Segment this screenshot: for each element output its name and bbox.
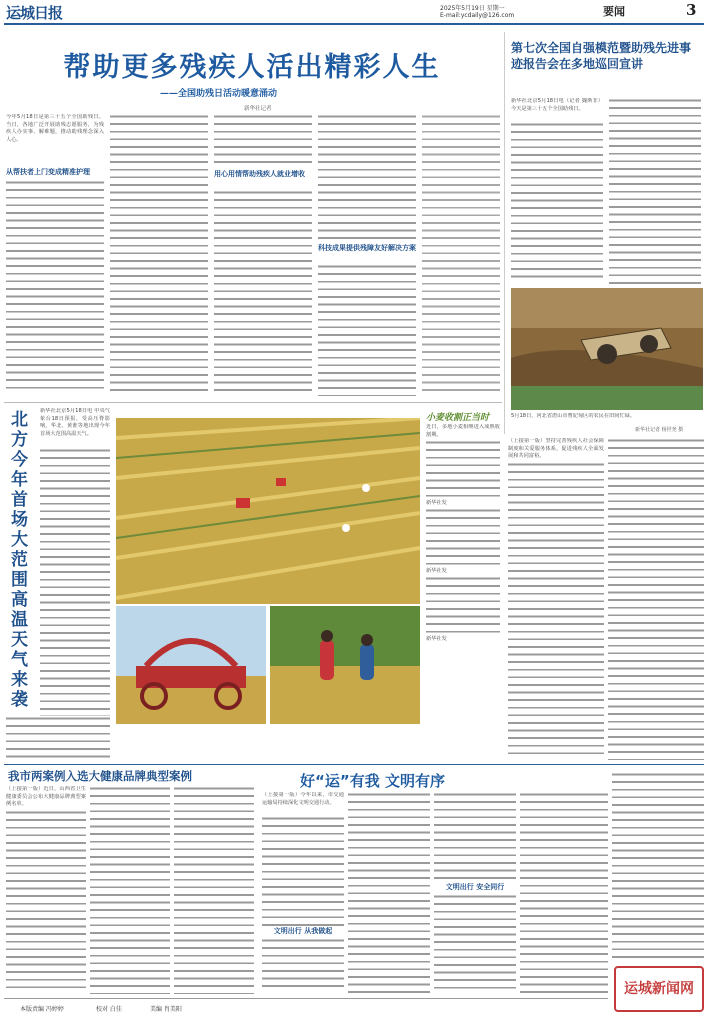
masthead-email: E-mail:ycdaily@126.com <box>440 12 515 19</box>
health-col-1 <box>6 786 86 994</box>
right2-col-2 <box>608 438 704 760</box>
lead-col-1-text <box>6 180 104 390</box>
right2-col-1 <box>508 438 604 760</box>
lead-subtitle: ——全国助残日活动暖意涌动 <box>160 89 278 99</box>
lead-byline: 新华社记者 <box>244 106 272 112</box>
transport-intro: （上接第一版）今年以来，市交通运输局持续深化文明交通行动。 <box>262 792 344 806</box>
lead-col-4 <box>318 114 416 396</box>
transport-col-4 <box>520 792 608 994</box>
right2-intro: （上接第一版）坚持完善残疾人社会保障制度和关爱服务体系，促进残疾人全面发展和共同富裕。 <box>508 438 604 460</box>
transport-col-1 <box>262 792 344 994</box>
transport-h2: 文明出行 安全同行 <box>445 883 505 891</box>
lead-col-3 <box>214 114 312 396</box>
lead-h1: 从帮扶者上门变成精准护理 <box>6 168 90 176</box>
masthead-rule <box>4 23 704 25</box>
transport-col-5 <box>612 772 704 962</box>
transport-title: 好“运”有我 文明有序 <box>300 772 445 790</box>
lead-title: 帮助更多残疾人活出精彩人生 <box>63 52 441 83</box>
parade-col-2 <box>609 98 701 284</box>
wheat-credit-2: 新华社发 <box>426 568 447 574</box>
lead-col-5 <box>422 114 500 396</box>
footer-checker: 校对 白佳 <box>96 1006 122 1013</box>
parade-credit: 新华社记者 杨世尧 摄 <box>635 427 684 433</box>
transport-h1: 文明出行 从我做起 <box>273 927 333 935</box>
heat-title <box>6 410 32 710</box>
watermark <box>614 966 704 1012</box>
parade-caption: 5月18日，河北省唐山市曹妃甸区的农民在田间忙碌。 <box>511 413 636 419</box>
wheat-intro: 近日，多地小麦相继进入成熟收割期。 <box>426 424 500 438</box>
wheat-credit-1: 新华社发 <box>426 500 447 506</box>
transport-col-3 <box>434 792 516 994</box>
wheat-photo-right <box>270 606 420 724</box>
heat-col-1 <box>40 408 110 724</box>
wheat-photo-large <box>116 418 420 604</box>
health-col-2 <box>90 786 170 994</box>
lead-h2: 用心用情帮助残疾人就业增收 <box>214 170 305 178</box>
wheat-text <box>426 424 500 724</box>
masthead-date: 2025年5月19日 星期一 <box>440 5 505 12</box>
wheat-label: 小麦收割正当时 <box>426 413 490 423</box>
page-number: 3 <box>686 1 697 19</box>
health-title: 我市两案例入选大健康品牌典型案例 <box>8 769 192 783</box>
health-intro: （上接第一版）近日，山西省卫生健康委员会公布大健康品牌典型案例名单。 <box>6 786 86 808</box>
heat-title-text: 北方今年首场大范围高温天气来袭 <box>7 410 27 710</box>
heat-intro: 新华社北京5月18日电 中央气象台18日预报，受高压脊影响，华北、黄淮等地出现今年首场大范围高温天气。 <box>40 408 110 437</box>
parade-intro: 新华社北京5月18日电（记者 魏斯非）今天是第三十五个全国助残日。 <box>511 98 603 112</box>
footer-rule <box>4 998 608 999</box>
parade-photo <box>511 288 703 410</box>
mid-rule <box>4 402 502 403</box>
health-col-3 <box>174 786 254 994</box>
parade-col-1 <box>511 98 603 284</box>
parade-title: 第七次全国自强模范暨助残先进事迹报告会在多地巡回宣讲 <box>511 41 692 71</box>
lower-rule <box>4 764 704 765</box>
footer-design: 美编 肖美阳 <box>150 1006 182 1013</box>
wheat-photo-left <box>116 606 266 724</box>
lead-col-2 <box>110 114 208 396</box>
masthead <box>0 0 708 26</box>
wheat-credit-3: 新华社发 <box>426 636 447 642</box>
heat-col-2 <box>6 716 110 760</box>
transport-col-2 <box>348 792 430 994</box>
lead-col-1 <box>6 114 104 396</box>
masthead-logo: 运城日报 <box>6 4 63 22</box>
footer-editor: 本版责编 冯婷婷 <box>20 1006 64 1013</box>
watermark-text: 运城新闻网 <box>624 981 694 997</box>
parade-box <box>504 32 704 434</box>
lead-intro: 今年5月18日是第三十五个全国助残日。当日，各地广泛开展助残志愿服务，为残疾人办实事、解难题，推动助残理念深入人心。 <box>6 114 104 143</box>
section-label: 要闻 <box>603 5 625 18</box>
lead-h3: 科技成果提供残障友好解决方案 <box>318 244 416 252</box>
